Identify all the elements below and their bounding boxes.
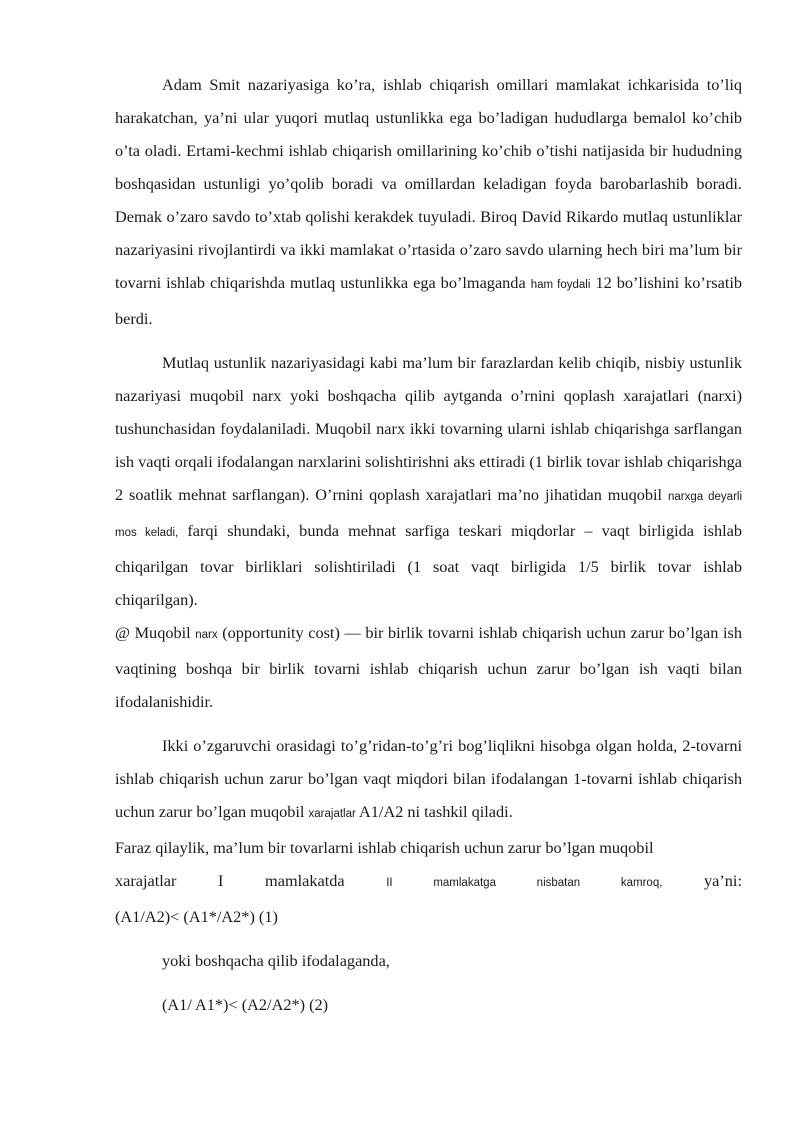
paragraph-2-text-b: farqi shundaki, bunda mehnat sarfiga teskari miqdorlar – vaqt birligida ishlab chiqarilgan tovar birliklari solishtiriladi (1 soat vaqt birligida 1/5 birlik tovar ishlab chiqarilgan). xyxy=(115,521,742,609)
paragraph-5-line-2 xyxy=(115,864,742,900)
paragraph-5-text-a: xarajatlar I mamlakatda xyxy=(115,871,345,890)
paragraph-4-small-text: xarajatlar xyxy=(308,808,356,820)
definition-small-text: narx xyxy=(195,629,218,641)
paragraph-5-text-b: ya’ni: xyxy=(704,871,742,890)
paragraph-4 xyxy=(115,729,742,831)
paragraph-2-text-a: Mutlaq ustunlik nazariyasidagi kabi ma’lum bir farazlardan kelib chiqib, nisbiy ustunlik nazariyasi muqobil narx yoki boshqacha qilib aytganda o’rnini qoplash xarajatlari (narxi) tushunchasidan foydalaniladi. Muqobil narx ikki tovarning ularni ishlab chiqarishga sarflangan ish vaqti orqali ifodalangan narxlarini solishtirishni aks ettiradi (1 birlik tovar ishlab chiqarishga 2 soatlik mehnat sarflangan). O’rnini qoplash xarajatlari ma’no jihatidan muqobil xyxy=(115,353,742,504)
paragraph-6: yoki boshqacha qilib ifodalaganda, xyxy=(162,951,390,970)
paragraph-1-small-text: ham foydali xyxy=(530,279,591,291)
definition-text-a: @ Muqobil xyxy=(115,623,191,642)
paragraph-2-small-text: narxga deyarli mos keladi, xyxy=(115,491,743,539)
paragraph-5-line-1: Faraz qilaylik, ma’lum bir tovarlarni ishlab chiqarish uchun zarur bo’lgan muqobil xyxy=(115,838,654,857)
paragraph-1-text-b: 12 bo’lishini ko’rsatib berdi. xyxy=(115,273,743,328)
paragraph-4-text-a: Ikki o’zgaruvchi orasidagi to’g’ridan-to’g’ri bog’liqlikni hisobga olgan holda, 2-tovarni ishlab chiqarish uchun zarur bo’lgan vaqt miqdori bilan ifodalangan 1-tovarni ishlab chiqarish uchun zarur bo’lgan muqobil xyxy=(115,736,742,821)
paragraph-5-small-text: II mamlakatga nisbatan kamroq, xyxy=(386,877,663,889)
formula-2: (A1/ A1*)< (A2/A2*) (2) xyxy=(162,995,329,1014)
paragraph-1-text-a: Adam Smit nazariyasiga ko’ra, ishlab chiqarish omillari mamlakat ichkarisida to’liq harakatchan, ya’ni ular yuqori mutlaq ustunlikka ega bo’ladigan hududlarga bemalol ko’chib o’ta oladi. Ertami-kechmi ishlab chiqarish omillarining ko’chib o’tishi natijasida bir hududning boshqasidan ustunligi yo’qolib boradi va omillardan keladigan foyda barobarlashib boradi. Demak o’zaro savdo to’xtab qolishi kerakdek tuyuladi. Biroq David Rikardo mutlaq ustunliklar nazariyasini rivojlantirdi va ikki mamlakat o’rtasida o’zaro savdo ularning hech biri ma’lum bir tovarni ishlab chiqarishda mutlaq ustunlikka ega bo’lmaganda xyxy=(115,75,742,292)
document-page xyxy=(115,68,742,1021)
definition-paragraph xyxy=(115,616,742,718)
definition-text-b: (opportunity cost) — bir birlik tovarni ishlab chiqarish uchun zarur bo’lgan ish vaqtining boshqa bir birlik tovarni ishlab chiqarish uchun zarur bo’lgan ish vaqti bilan ifodalanishidir. xyxy=(115,623,743,711)
paragraph-2 xyxy=(115,346,742,616)
formula-1: (A1/A2)< (A1*/A2*) (1) xyxy=(115,907,278,926)
paragraph-1 xyxy=(115,68,742,335)
paragraph-4-text-b: A1/A2 ni tashkil qiladi. xyxy=(359,802,513,821)
